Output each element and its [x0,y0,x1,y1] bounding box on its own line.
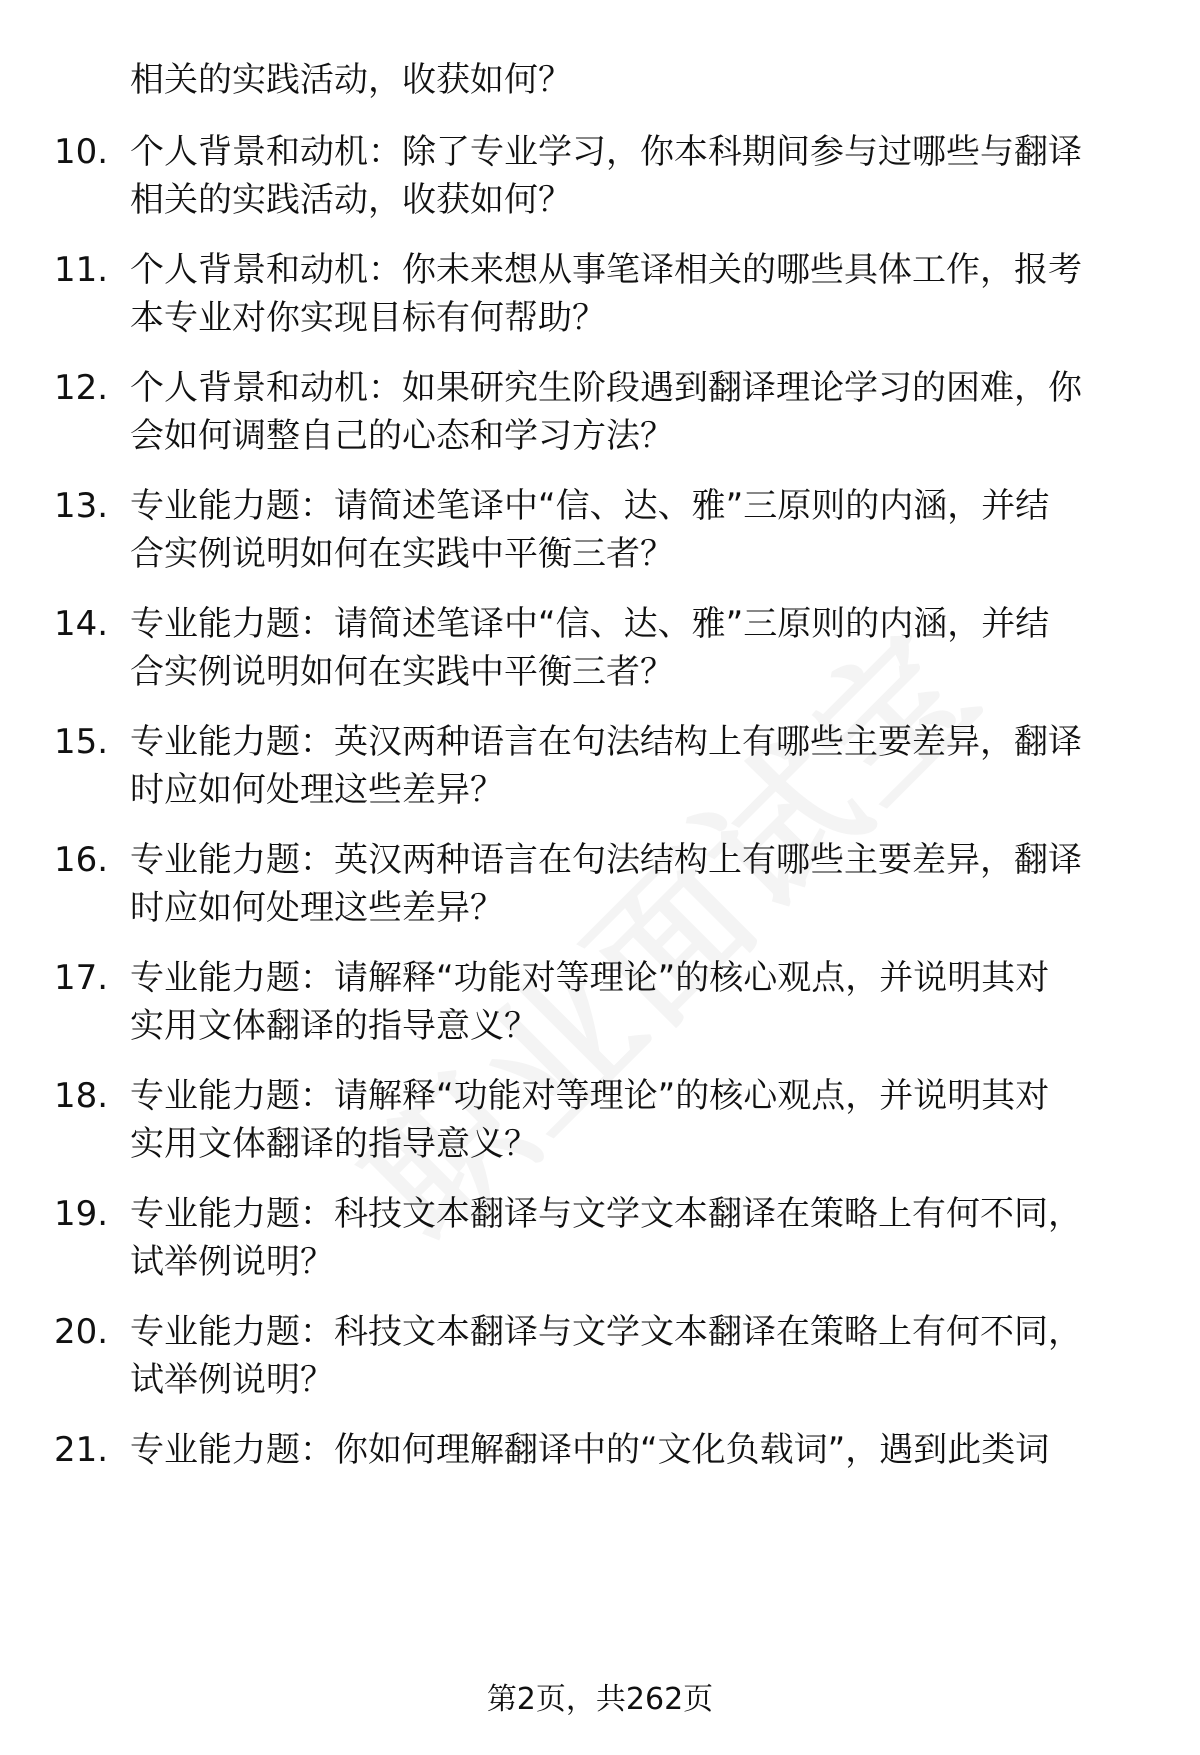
list-item [0,718,1200,838]
list-item [0,954,1200,1074]
item-number: 10. [54,132,109,172]
item-number: 15. [54,722,109,762]
list-item [0,836,1200,956]
item-text: 个人背景和动机：如果研究生阶段遇到翻译理论学习的困难，你 会如何调整自己的心态和学习方法？ [130,368,1082,456]
item-number: 14. [54,604,109,644]
item-number: 18. [54,1076,109,1116]
list-item [0,1072,1200,1192]
item-number: 20. [54,1312,109,1352]
list-item [0,1190,1200,1310]
item-text: 专业能力题：英汉两种语言在句法结构上有哪些主要差异，翻译 时应如何处理这些差异？ [130,722,1082,810]
list-item [0,1308,1200,1428]
continued-text: 相关的实践活动，收获如何？ [130,60,572,100]
item-text: 专业能力题：请简述笔译中“信、达、雅”三原则的内涵，并结 合实例说明如何在实践中平衡三者？ [130,486,1050,574]
page-number-footer: 第2页，共262页 [486,1682,714,1717]
item-number: 12. [54,368,109,408]
list-item [0,128,1200,248]
item-number: 11. [54,250,109,290]
item-text: 专业能力题：英汉两种语言在句法结构上有哪些主要差异，翻译 时应如何处理这些差异？ [130,840,1082,928]
item-number: 17. [54,958,109,998]
item-number: 19. [54,1194,109,1234]
item-text: 专业能力题：请解释“功能对等理论”的核心观点，并说明其对 实用文体翻译的指导意义？ [130,1076,1050,1164]
item-number: 16. [54,840,109,880]
item-text: 个人背景和动机：除了专业学习，你本科期间参与过哪些与翻译 相关的实践活动，收获如何？ [130,132,1082,220]
item-text: 专业能力题：请简述笔译中“信、达、雅”三原则的内涵，并结 合实例说明如何在实践中平衡三者？ [130,604,1050,692]
list-item [0,600,1200,720]
item-number: 21. [54,1430,109,1470]
item-text: 个人背景和动机：你未来想从事笔译相关的哪些具体工作，报考 本专业对你实现目标有何帮助？ [130,250,1082,338]
list-item [0,482,1200,602]
list-item [0,1426,1200,1546]
item-text: 专业能力题：请解释“功能对等理论”的核心观点，并说明其对 实用文体翻译的指导意义？ [130,958,1050,1046]
item-text: 专业能力题：你如何理解翻译中的“文化负载词”，遇到此类词 [130,1430,1050,1470]
list-item [0,246,1200,366]
list-item [0,364,1200,484]
item-number: 13. [54,486,109,526]
item-text: 专业能力题：科技文本翻译与文学文本翻译在策略上有何不同， 试举例说明？ [130,1312,1082,1400]
item-text: 专业能力题：科技文本翻译与文学文本翻译在策略上有何不同， 试举例说明？ [130,1194,1082,1282]
